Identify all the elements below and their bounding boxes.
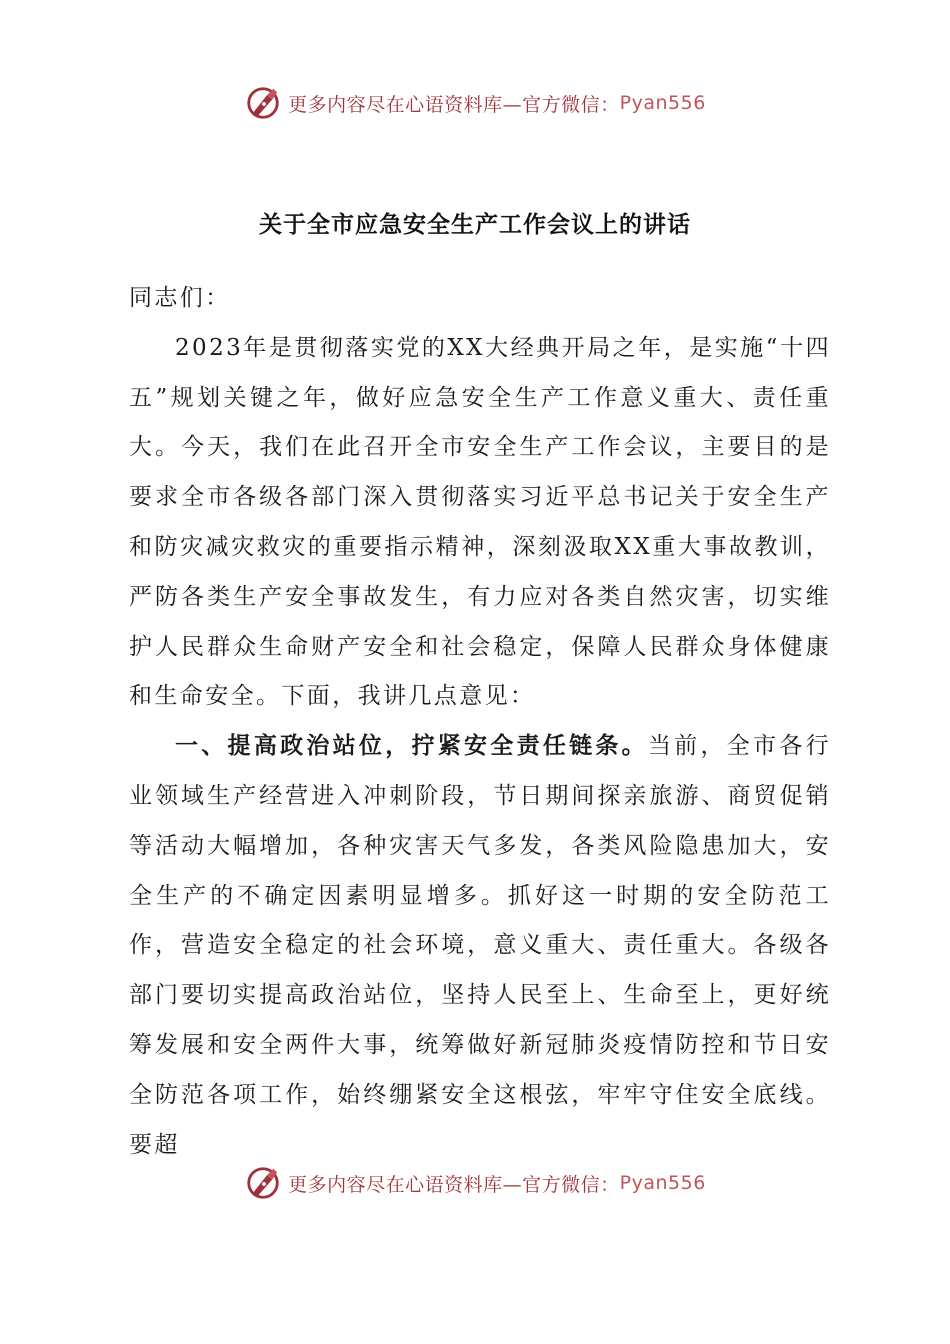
document-title: 关于全市应急安全生产工作会议上的讲话 [259, 212, 691, 238]
watermark-wechat-id: Pyan556 [619, 1172, 706, 1194]
watermark-banner-bottom [0, 1164, 950, 1202]
document-body [129, 274, 831, 1170]
watermark-wechat-id: Pyan556 [619, 92, 706, 114]
paragraph-section-1 [129, 722, 831, 1170]
section-1-body: 当前，全市各行业领域生产经营进入冲刺阶段，节日期间探亲旅游、商贸促销等活动大幅增加，各种灾害天气多发，各类风险隐患加大，安全生产的不确定因素明显增多。抓好这一时期的安全防范工作，营造安全稳定的社会环境，意义重大、责任重大。各级各部门要切实提高政治站位，坚持人民至上、生命至上，更好统筹发展和安全两件大事，统筹做好新冠肺炎疫情防控和节日安全防范各项工作，始终绷紧安全这根弦，牢牢守住安全底线。要超 [129, 733, 831, 1158]
pen-nib-logo-icon [244, 84, 282, 122]
pen-nib-logo-icon [244, 1164, 282, 1202]
paragraph-opening: 2023年是贯彻落实党的XX大经典开局之年，是实施“十四五”规划关键之年，做好应急安全生产工作意义重大、责任重大。今天，我们在此召开全市安全生产工作会议，主要目的是要求全市各级各部门深入贯彻落实习近平总书记关于安全生产和防灾减灾救灾的重要指示精神，深刻汲取XX重大事故教训，严防各类生产安全事故发生，有力应对各类自然灾害，切实维护人民群众生命财产安全和社会稳定，保障人民群众身体健康和生命安全。下面，我讲几点意见： [129, 334, 831, 710]
watermark-text: 更多内容尽在心语资料库—官方微信： [288, 93, 620, 116]
salutation: 同志们： [129, 285, 231, 311]
section-1-heading: 一、提高政治站位，拧紧安全责任链条。 [175, 733, 648, 760]
watermark-text: 更多内容尽在心语资料库—官方微信： [288, 1173, 620, 1196]
watermark-banner-top [0, 84, 950, 122]
